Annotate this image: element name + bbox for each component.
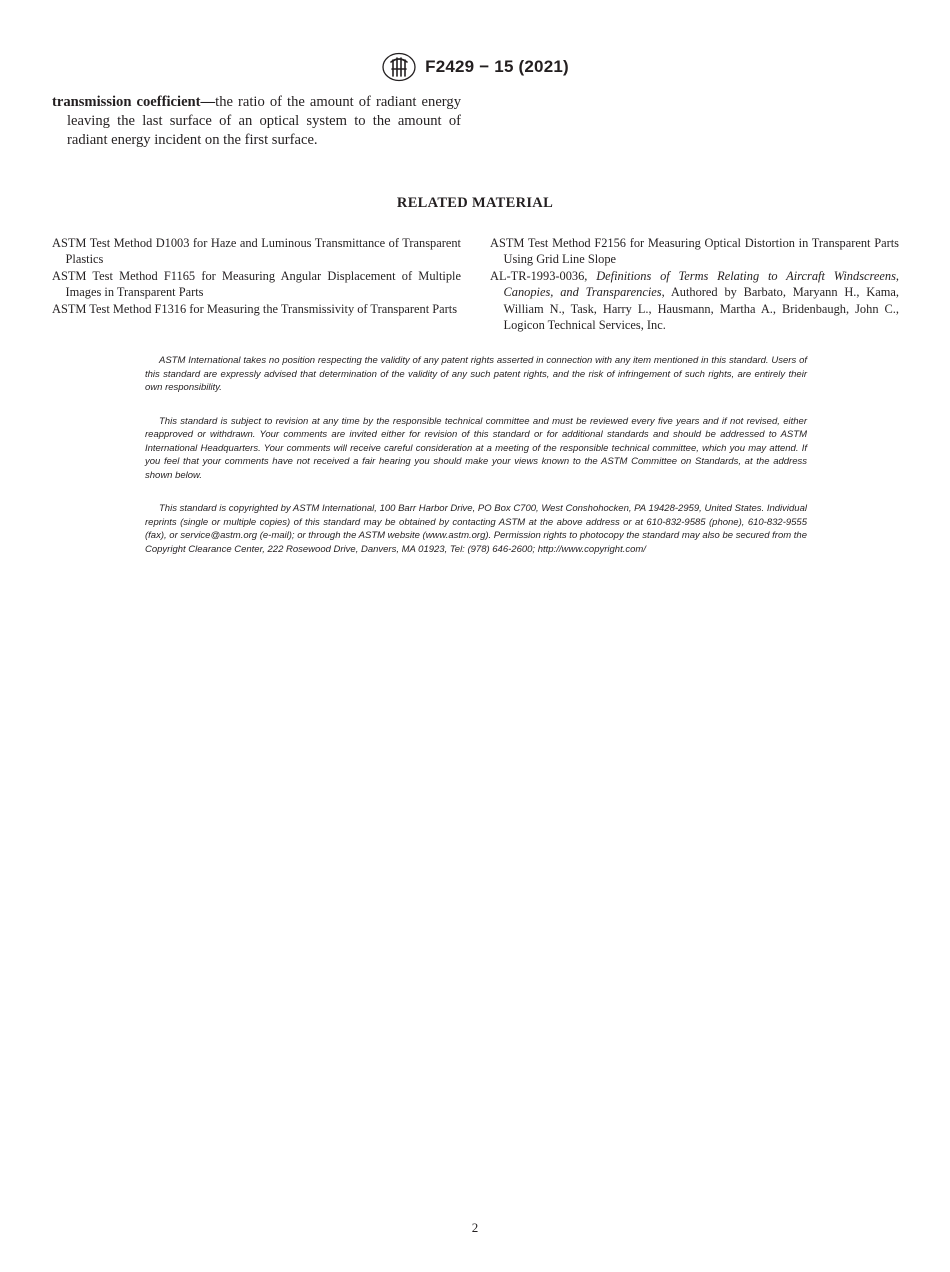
- standard-designation: F2429 − 15 (2021): [425, 57, 569, 76]
- reference-item: ASTM Test Method F1165 for Measuring Angular Displacement of Multiple Images in Transparent Parts: [52, 268, 461, 300]
- definition-term: transmission coefficient—: [52, 94, 216, 110]
- copyright-notice: This standard is copyrighted by ASTM International, 100 Barr Harbor Drive, PO Box C700, West Conshohocken, PA 19428-2959, United States. Individual reprints (single or multiple copies) of this standard may be obtained by contacting ASTM at the above address or at 610-832-9585 (phone), 610-832-9555 (fax), or service@astm.org (e-mail); or through the ASTM website (www.astm.org). Permission rights to photocopy the standard may also be secured from the Copyright Clearance Center, 222 Rosewood Drive, Danvers, MA 01923, Tel: (978) 646-2600; http://www.copyright.com/: [145, 503, 807, 555]
- reference-title: Definitions of Terms Relating to Aircraft Windscreens, Canopies, and Transparencies: [503, 268, 899, 300]
- related-material-left-column: [52, 235, 461, 317]
- reference-item: ASTM Test Method F1316 for Measuring the Transmissivity of Transparent Parts: [52, 301, 458, 316]
- reference-item: ASTM Test Method D1003 for Haze and Luminous Transmittance of Transparent Plastics: [52, 236, 461, 267]
- page-header: [0, 52, 950, 87]
- related-material-heading: RELATED MATERIAL: [396, 195, 554, 211]
- page-number: 2: [471, 1220, 479, 1235]
- legal-notices: [145, 354, 807, 576]
- related-material-right-column: [490, 235, 899, 333]
- definition-entry: [52, 93, 461, 150]
- astm-logo-icon: [381, 52, 417, 82]
- reference-item: ASTM Test Method F2156 for Measuring Optical Distortion in Transparent Parts Using Grid Line Slope: [490, 236, 899, 267]
- revision-notice: This standard is subject to revision at any time by the responsible technical committee and must be reviewed every five years and if not revised, either reapproved or withdrawn. Your comments are invited either for revision of this standard or for additional standards and should be addressed to ASTM International Headquarters. Your comments will receive careful consideration at a meeting of the responsible technical committee, which you may attend. If you feel that your comments have not received a fair hearing you should make your views known to the ASTM Committee on Standards, at the address shown below.: [145, 415, 807, 481]
- reference-item: [490, 268, 899, 334]
- patent-notice: ASTM International takes no position respecting the validity of any patent rights asserted in connection with any item mentioned in this standard. Users of this standard are expressly advised that determination of the validity of any such patent rights, and the risk of infringement of such rights, are entirely their own responsibility.: [145, 355, 807, 393]
- reference-authors: , Authored by Barbato, Maryann H., Kama, William N., Task, Harry L., Hausmann, Martha A., Bridenbaugh, John C., Logicon Technical Services, Inc.: [503, 285, 899, 333]
- reference-prefix: AL-TR-1993-0036,: [490, 268, 597, 283]
- definition-text: the ratio of the amount of radiant energy leaving the last surface of an optical system to the amount of radiant energy incident on the first surface.: [67, 94, 461, 148]
